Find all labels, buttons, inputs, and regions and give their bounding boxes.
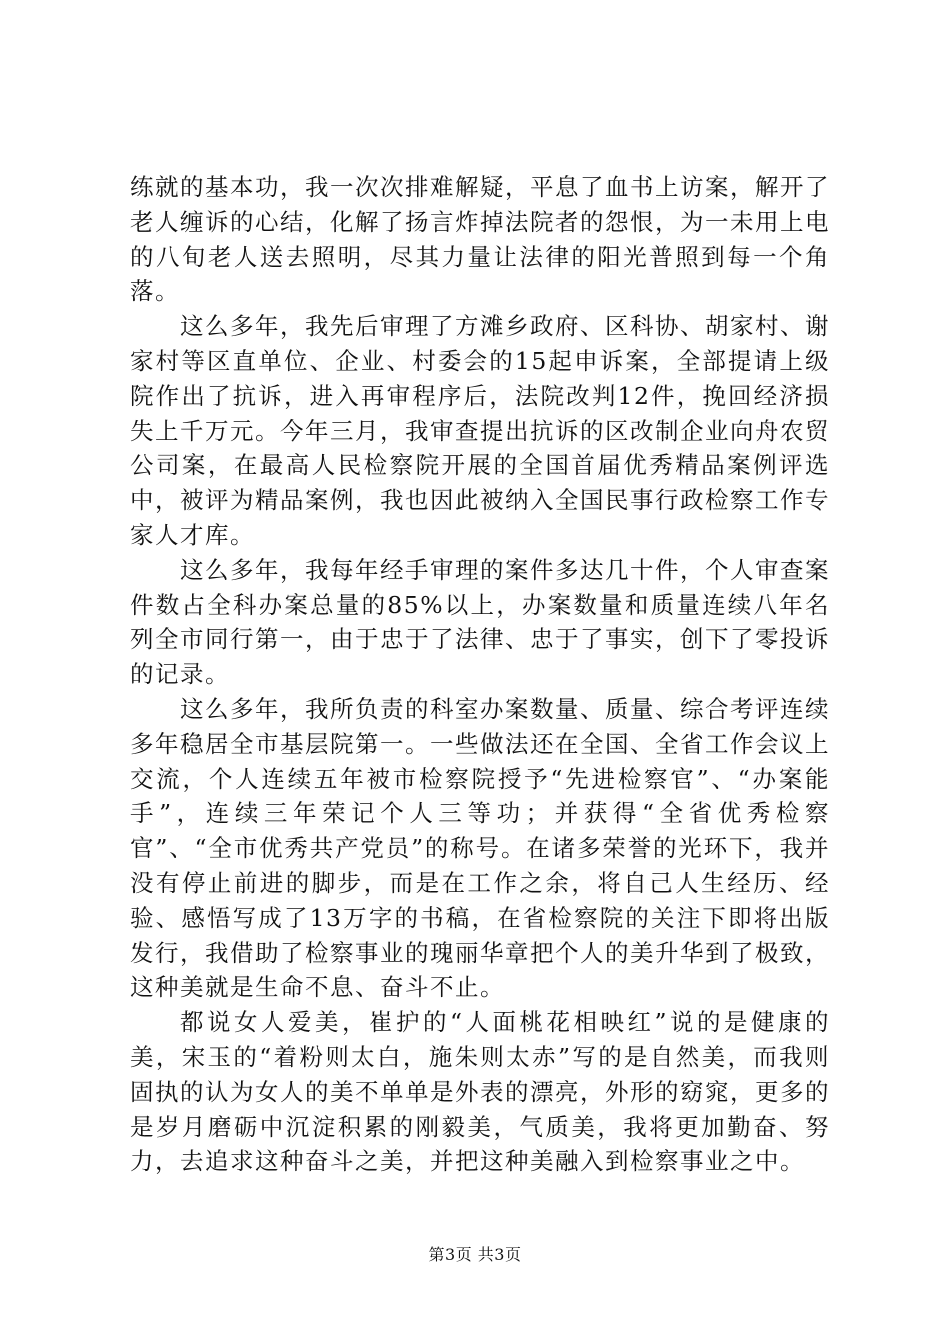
paragraph-beauty: 都说女人爱美，崔护的“人面桃花相映红”说的是健康的美，宋玉的“着粉则太白，施朱则太赤”写的是自然美，而我则固执的认为女人的美不单单是外表的漂亮，外形的窈窕，更多的是岁月磨砺中沉淀积累的刚毅美，气质美，我将更加勤奋、努力，去追求这种奋斗之美，并把这种美融入到检察事业之中。 (130, 1008, 830, 1176)
paragraph-honors: 这么多年，我所负责的科室办案数量、质量、综合考评连续多年稳居全市基层院第一。一些做法还在全国、全省工作会议上交流，个人连续五年被市检察院授予“先进检察官”、“办案能手”，连续三年荣记个人三等功；并获得“全省优秀检察官”、“全市优秀共产党员”的称号。在诸多荣誉的光环下，我并没有停止前进的脚步，而是在工作之余，将自己人生经历、经验、感悟写成了13万字的书稿，在省检察院的关注下即将出版发行，我借助了检察事业的瑰丽华章把个人的美升华到了极致，这种美就是生命不息、奋斗不止。 (130, 694, 830, 1002)
page-number-footer: 第3页 共3页 (428, 1245, 522, 1264)
paragraph-case-volume: 这么多年，我每年经手审理的案件多达几十件，个人审查案件数占全科办案总量的85%以上，办案数量和质量连续八年名列全市同行第一，由于忠于了法律、忠于了事实，创下了零投诉的记录。 (130, 555, 830, 689)
document-body (130, 170, 830, 1179)
paragraph-continuation: 练就的基本功，我一次次排难解疑，平息了血书上访案，解开了老人缠诉的心结，化解了扬言炸掉法院者的怨恨，为一未用上电的八旬老人送去照明，尽其力量让法律的阳光普照到每一个角落。 (130, 173, 830, 306)
paragraph-appeal-cases: 这么多年，我先后审理了方滩乡政府、区科协、胡家村、谢家村等区直单位、企业、村委会的15起申诉案，全部提请上级院作出了抗诉，进入再审程序后，法院改判12件，挽回经济损失上千万元。今年三月，我审查提出抗诉的区改制企业向舟农贸公司案，在最高人民检察院开展的全国首届优秀精品案例评选中，被评为精品案例，我也因此被纳入全国民事行政检察工作专家人才库。 (130, 312, 830, 549)
